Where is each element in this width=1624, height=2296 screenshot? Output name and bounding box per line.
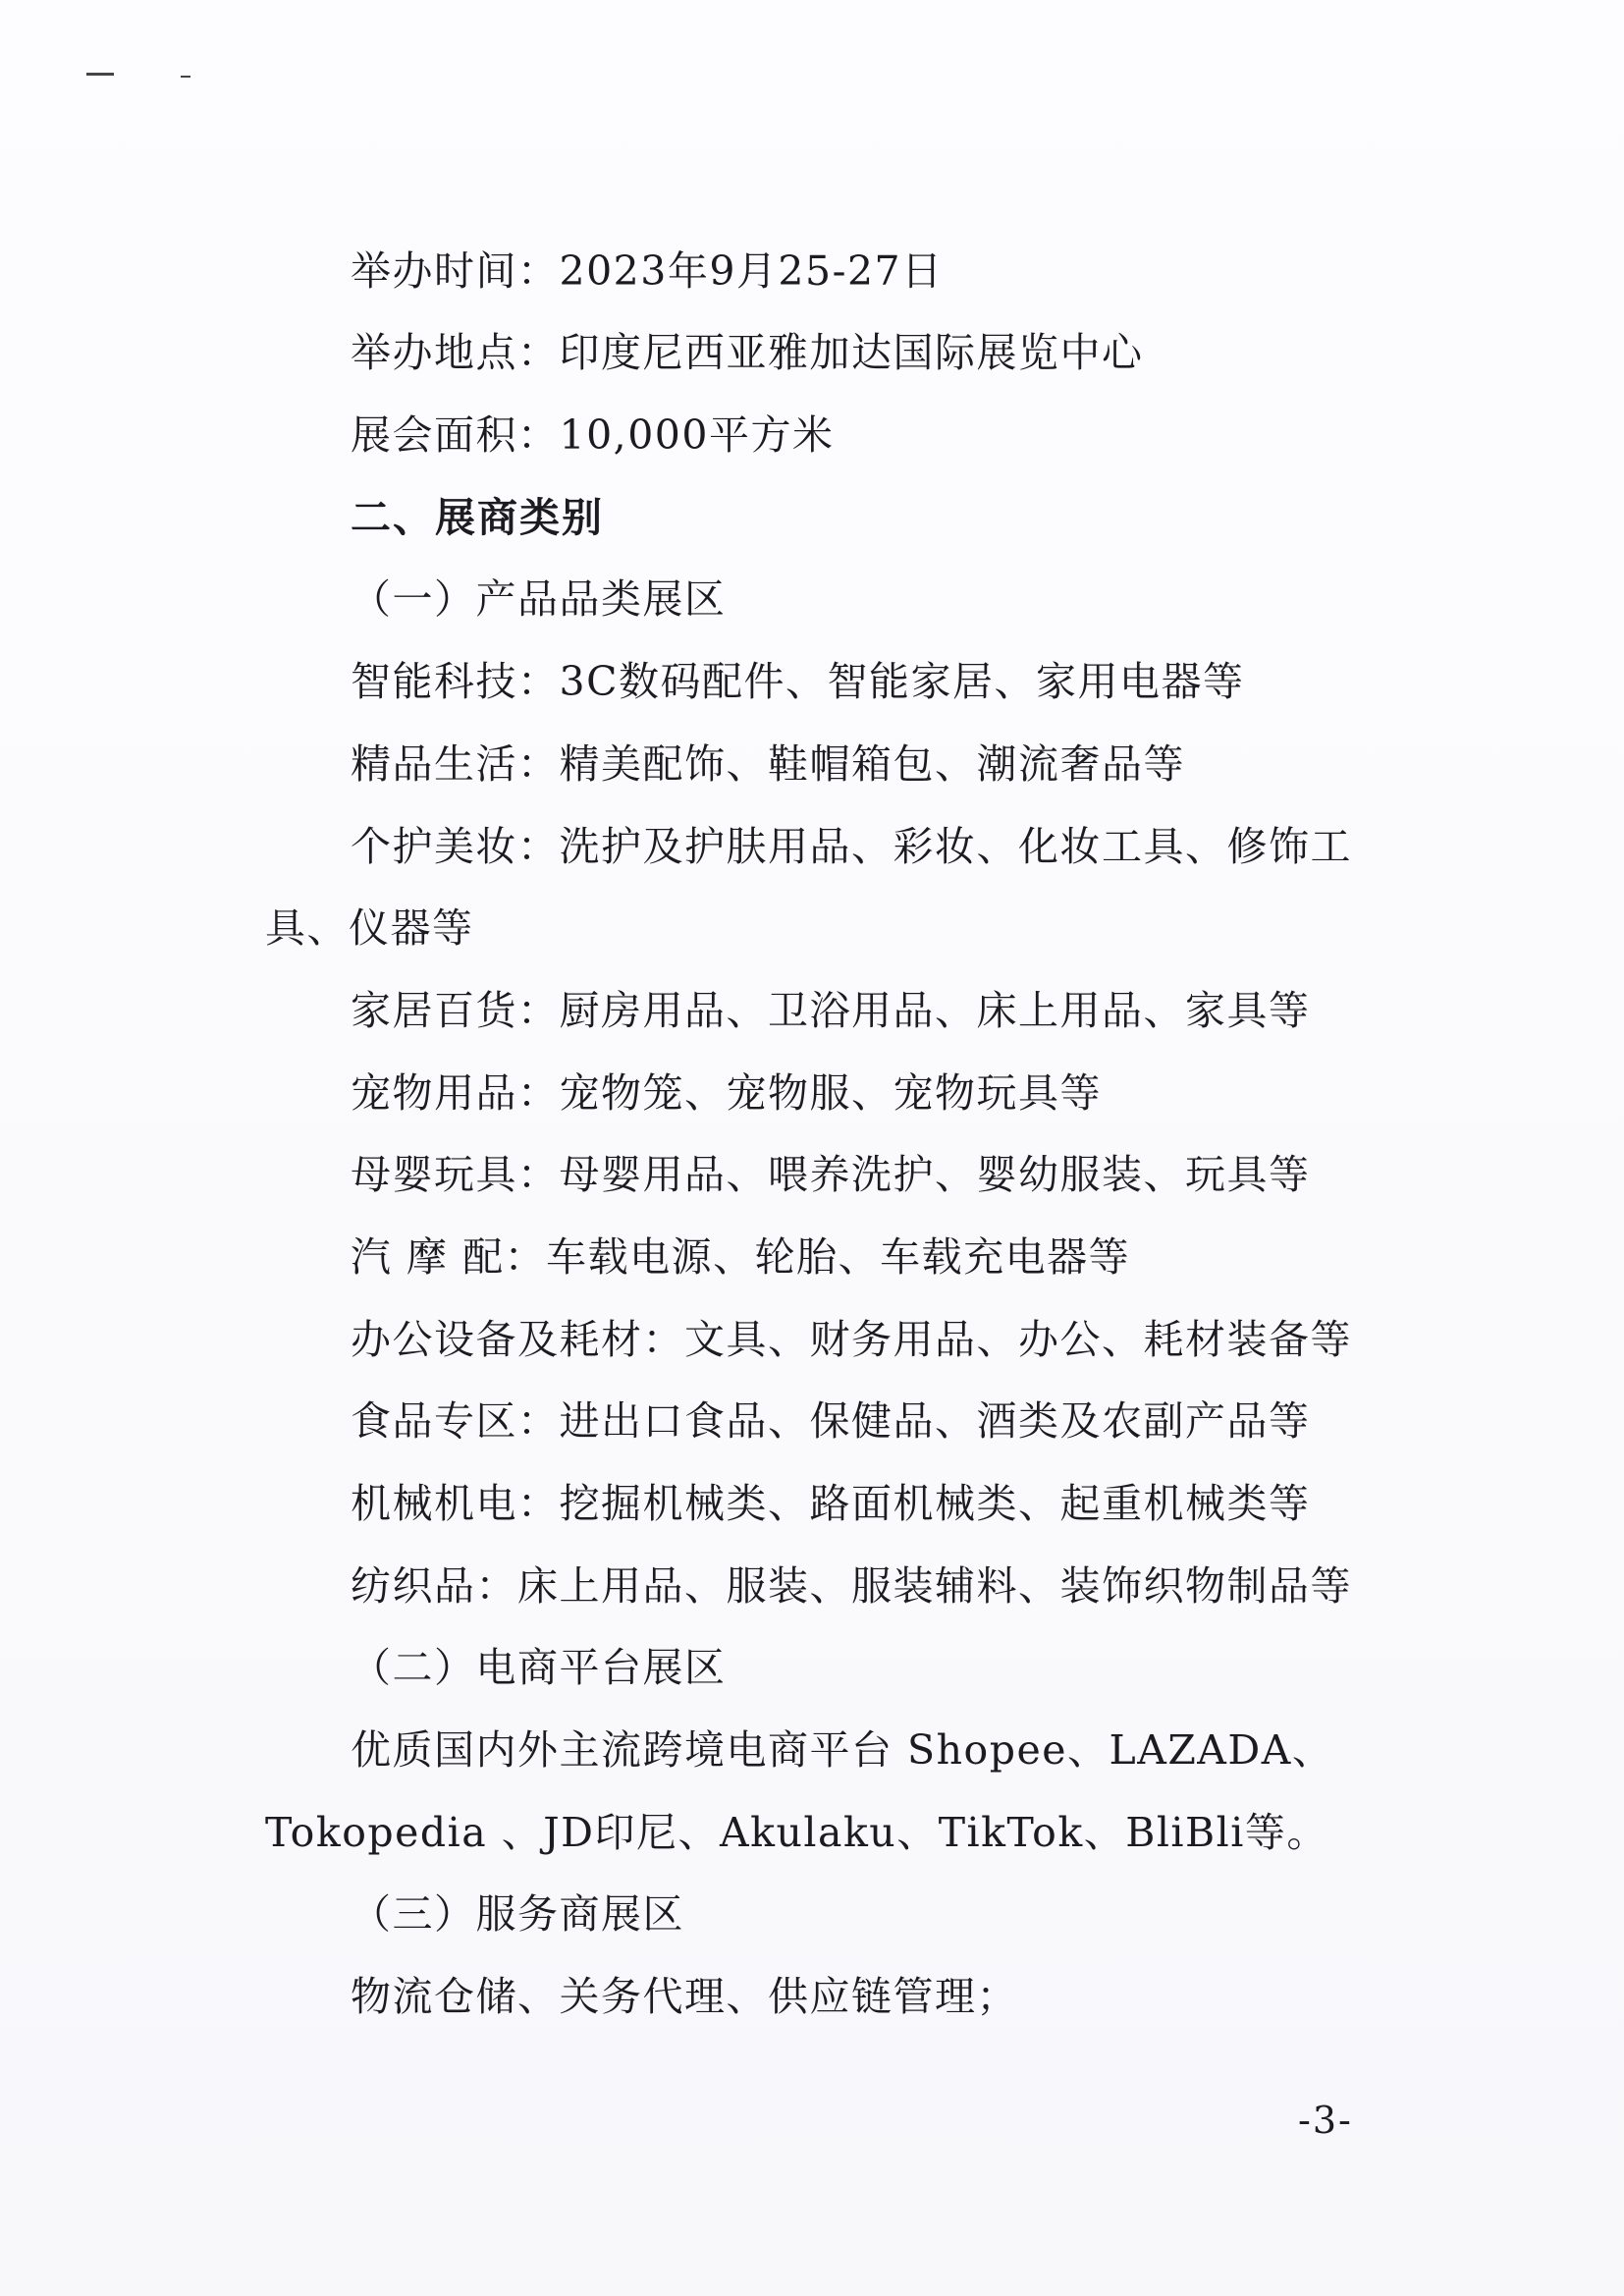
ecommerce-platforms-continued: Tokopedia 、JD印尼、Akulaku、TikTok、BliBli等。: [265, 1809, 1328, 1856]
event-time: 举办时间：2023年9月25-27日: [351, 247, 944, 295]
subsection-ecommerce-zone: （二）电商平台展区: [351, 1644, 727, 1691]
category-personal-care: 个护美妆：洗护及护肤用品、彩妆、化妆工具、修饰工: [351, 823, 1352, 870]
category-home-goods: 家居百货：厨房用品、卫浴用品、床上用品、家具等: [351, 987, 1311, 1034]
category-pet-supplies: 宠物用品：宠物笼、宠物服、宠物玩具等: [351, 1069, 1102, 1117]
event-location: 举办地点：印度尼西亚雅加达国际展览中心: [351, 329, 1144, 376]
ecommerce-platforms: 优质国内外主流跨境电商平台 Shopee、LAZADA、: [351, 1726, 1334, 1774]
page-number: -3-: [1298, 2099, 1353, 2142]
category-office: 办公设备及耗材：文具、财务用品、办公、耗材装备等: [351, 1316, 1352, 1363]
category-textiles: 纺织品：床上用品、服装、服装辅料、装饰织物制品等: [351, 1562, 1352, 1610]
section-heading-exhibitor-categories: 二、展商类别: [351, 494, 604, 541]
category-auto-parts: 汽 摩 配：车载电源、轮胎、车载充电器等: [351, 1233, 1131, 1281]
subsection-product-zone: （一）产品品类展区: [351, 575, 727, 623]
category-food: 食品专区：进出口食品、保健品、酒类及农副产品等: [351, 1397, 1311, 1445]
category-lifestyle: 精品生活：精美配饰、鞋帽箱包、潮流奢品等: [351, 740, 1185, 788]
subsection-service-zone: （三）服务商展区: [351, 1890, 684, 1938]
exhibition-area: 展会面积：10,000平方米: [351, 411, 835, 459]
scan-artifact: [86, 73, 194, 81]
category-maternal-toys: 母婴玩具：母婴用品、喂养洗护、婴幼服装、玩具等: [351, 1151, 1311, 1198]
category-personal-care-continued: 具、仪器等: [265, 904, 474, 952]
category-machinery: 机械机电：挖掘机械类、路面机械类、起重机械类等: [351, 1480, 1311, 1527]
service-providers: 物流仓储、关务代理、供应链管理；: [351, 1973, 1018, 2020]
category-smart-tech: 智能科技：3C数码配件、智能家居、家用电器等: [351, 658, 1245, 705]
